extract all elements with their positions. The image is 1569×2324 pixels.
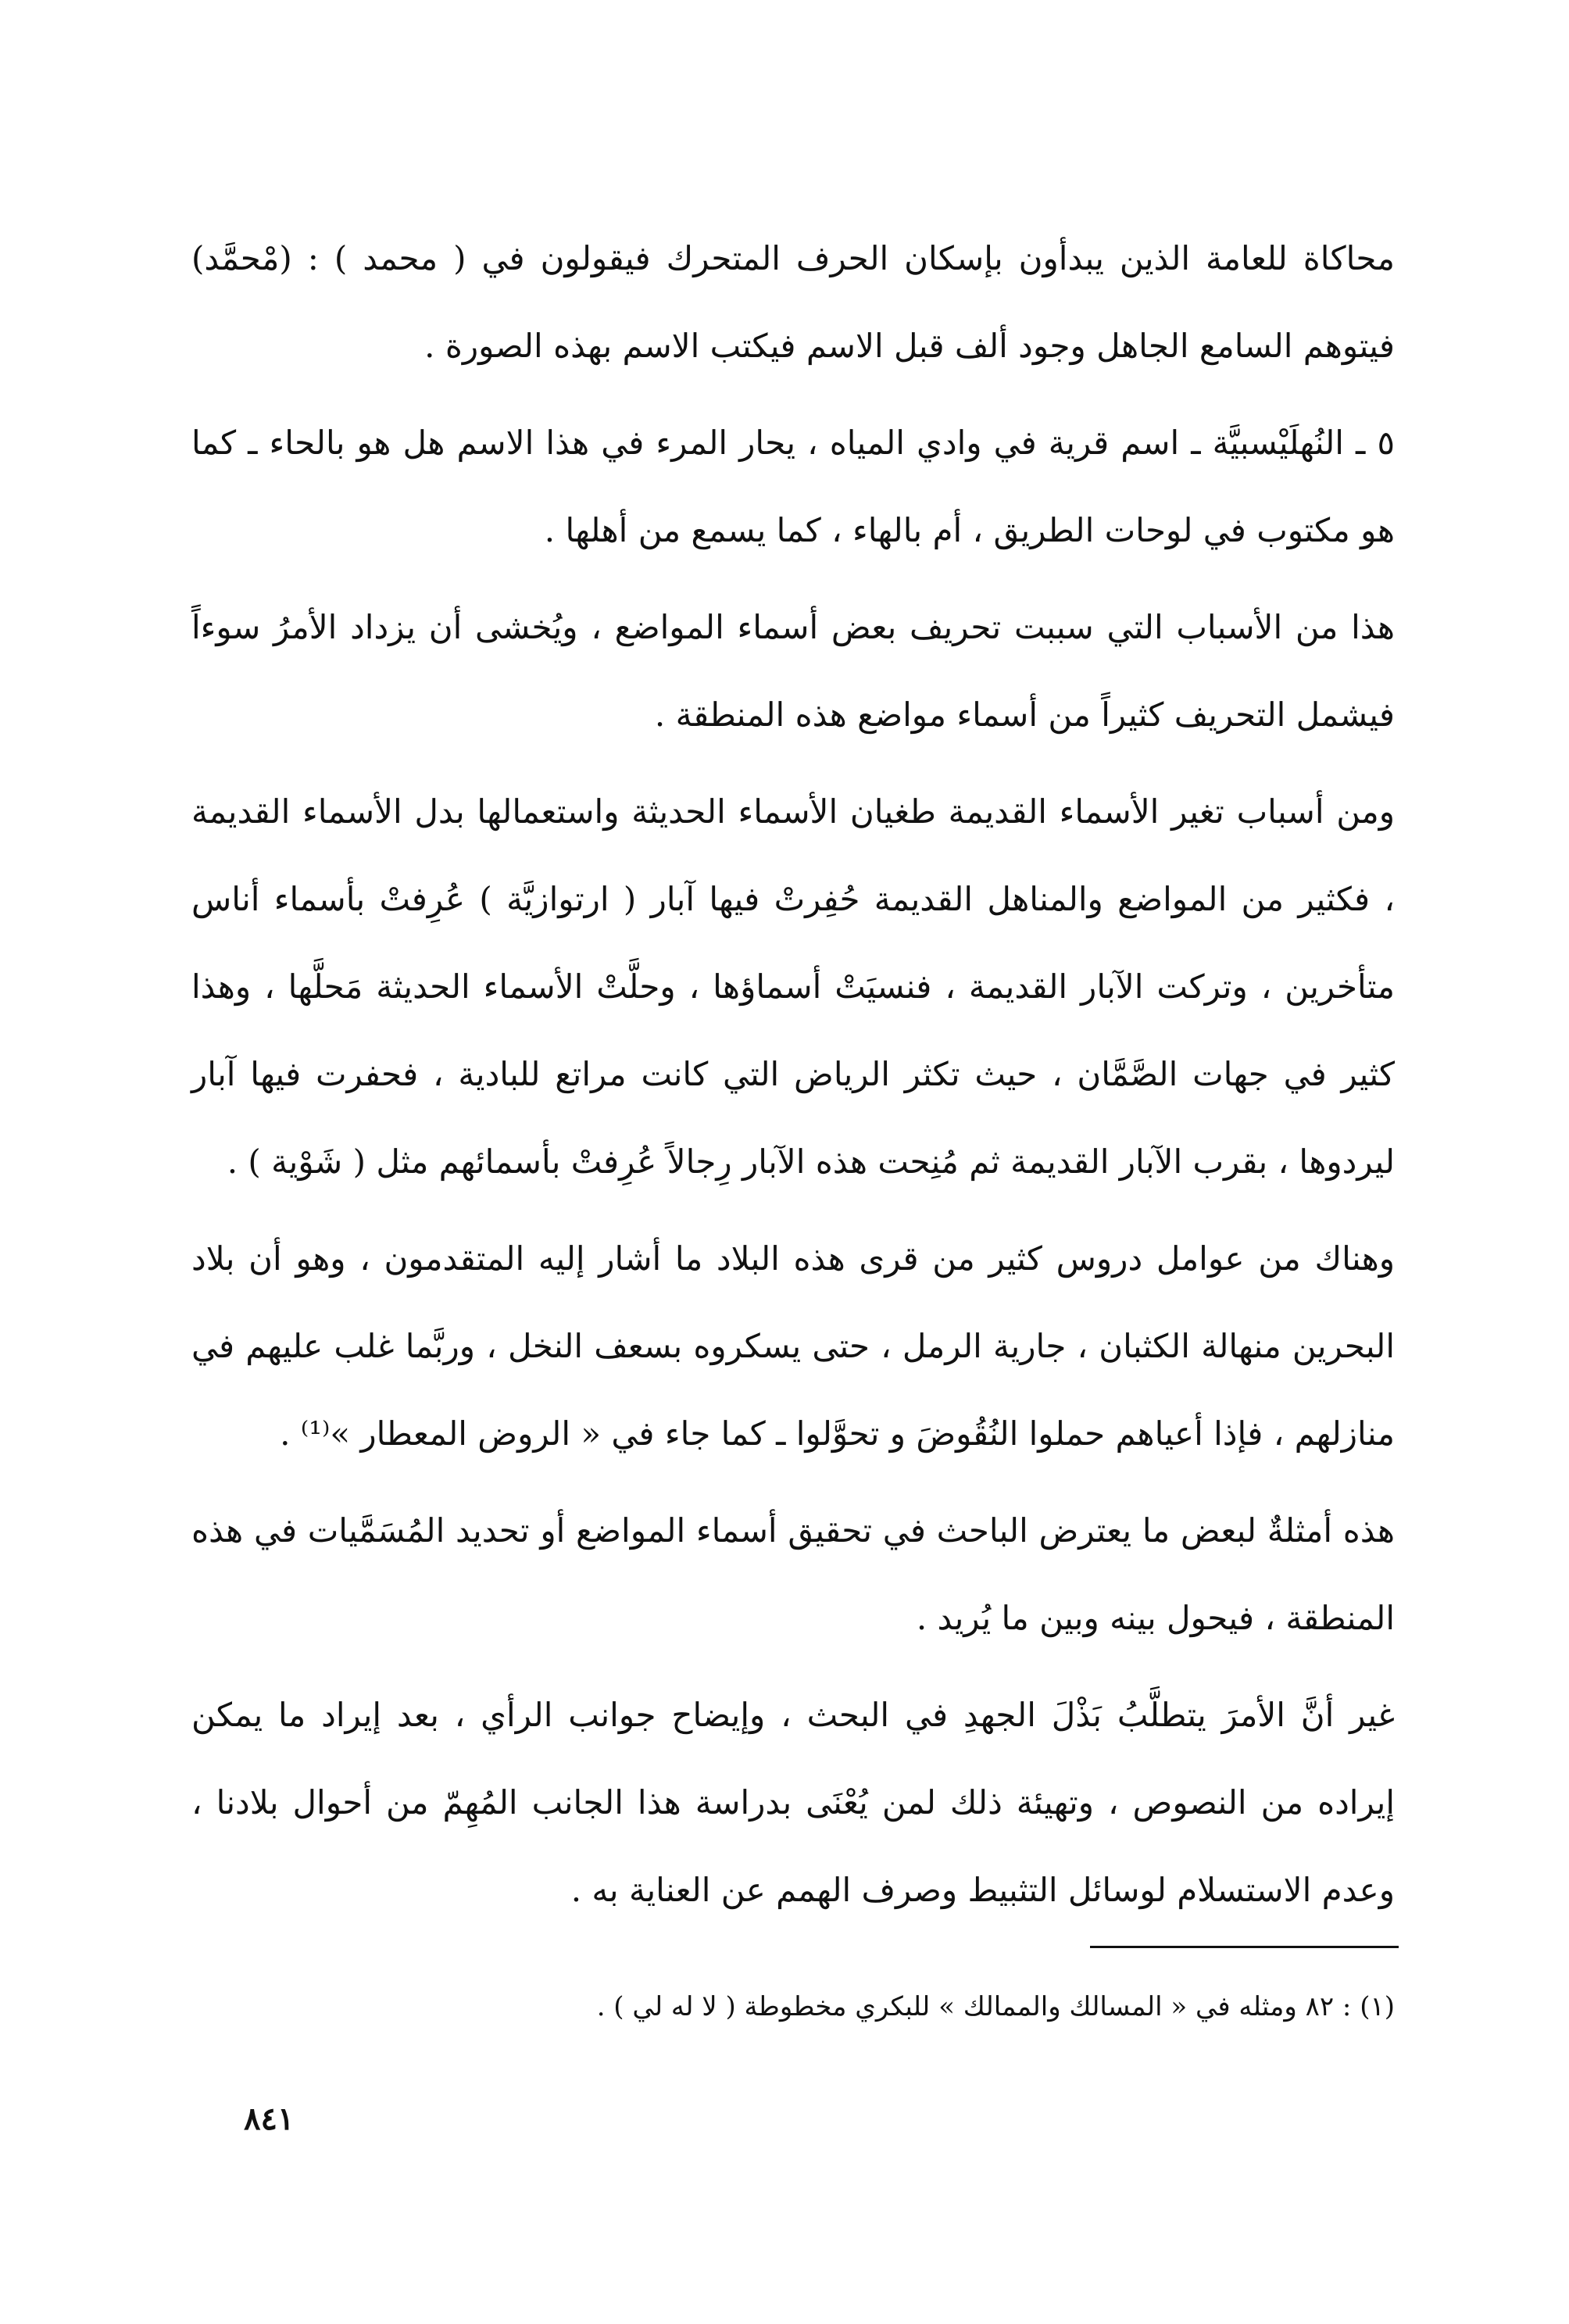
body-text [191,215,1395,1934]
paragraph-3: هذا من الأسباب التي سببت تحريف بعض أسماء المواضع ، ويُخشى أن يزداد الأمرُ سوءاً فيشمل التحريف كثيراً من أسماء مواضع هذه المنطقة . [191,608,1395,734]
paragraph-5: وهناك من عوامل دروس كثير من قرى هذه البلاد ما أشار إليه المتقدمون ، وهو أن بلاد البحرين منهالة الكثبان ، جارية الرمل ، حتى يسكروه بسعف النخل ، وربَّما غلب عليهم في منازلهم ، فإذا أعياهم حملوا النُقُوضَ و تحوَّلوا ـ كما جاء في « الروض المعطار »⁽¹⁾ . [191,1239,1395,1453]
footnote-divider [1090,1946,1399,1948]
paragraph-7: غير أنَّ الأمرَ يتطلَّبُ بَذْلَ الجهدِ في البحث ، وإيضاح جوانب الرأي ، بعد إيراد ما يمكن إيراده من النصوص ، وتهيئة ذلك لمن يُعْنَى بدراسة هذا الجانب المُهِمّ من أحوال بلادنا ، وعدم الاستسلام لوسائل التثبيط وصرف الهمم عن العناية به . [191,1696,1395,1909]
paragraph-6: هذه أمثلةٌ لبعض ما يعترض الباحث في تحقيق أسماء المواضع أو تحديد المُسَمَّيات في هذه المنطقة ، فيحول بينه وبين ما يُريد . [191,1511,1395,1637]
paragraph-1: محاكاة للعامة الذين يبدأون بإسكان الحرف المتحرك فيقولون في ( محمد ) : (مْحمَّد) فيتوهم السامع الجاهل وجود ألف قبل الاسم فيكتب الاسم بهذه الصورة . [191,239,1395,365]
page-number: ٨٤١ [244,2101,295,2137]
footnote: (١) : ٨٢ ومثله في « المسالك والممالك » للبكري مخطوطة ( لا له لي ) . [596,1991,1395,2022]
paragraph-4: ومن أسباب تغير الأسماء القديمة طغيان الأسماء الحديثة واستعمالها بدل الأسماء القديمة ، فكثير من المواضع والمناهل القديمة حُفِرتْ فيها آبار ( ارتوازيَّة ) عُرِفتْ بأسماء أناس متأخرين ، وتركت الآبار القديمة ، فنسيَتْ أسماؤها ، وحلَّتْ الأسماء الحديثة مَحلَّها ، وهذا كثير في جهات الصَّمَّان ، حيث تكثر الرياض التي كانت مراتع للبادية ، فحفرت فيها آبار ليردوها ، بقرب الآبار القديمة ثم مُنِحت هذه الآبار رِجالاً عُرِفتْ بأسمائهم مثل ( شَوْية ) . [191,792,1395,1181]
paragraph-2: ٥ ـ النُهلَيْسبيَّة ـ اسم قرية في وادي المياه ، يحار المرء في هذا الاسم هل هو بالحاء ـ كما هو مكتوب في لوحات الطريق ، أم بالهاء ، كما يسمع من أهلها . [191,424,1395,549]
